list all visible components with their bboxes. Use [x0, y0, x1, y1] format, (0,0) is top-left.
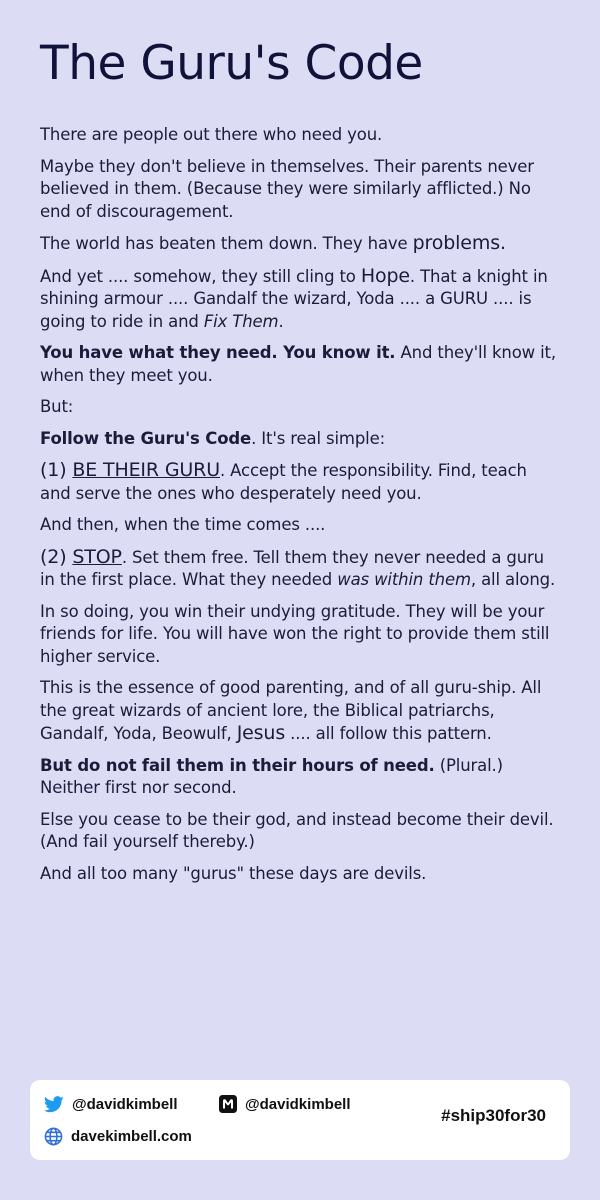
paragraph-7	[40, 428, 562, 451]
paragraph-15: And all too many "gurus" these days are devils.	[40, 863, 427, 883]
paragraph-12-text-c: .... all follow this pattern.	[285, 724, 492, 743]
paragraph-10-italic: was within them	[337, 570, 471, 589]
hashtag[interactable]: #ship30for30	[441, 1106, 546, 1125]
paragraph-12-jesus: Jesus	[236, 722, 286, 744]
paragraph-2: Maybe they don't believe in themselves. Their parents never believed in them. (Because they were similarly afflicted.) No end of discouragement.	[40, 156, 534, 221]
paragraph-5-text: And they'll know it, when they meet you.	[40, 343, 556, 385]
article-body	[40, 124, 562, 894]
paragraph-7-bold: Follow the Guru's Code	[40, 428, 252, 448]
mastodon-icon	[219, 1095, 237, 1113]
globe-icon	[44, 1127, 63, 1146]
paragraph-3-text: The world has beaten them down. They have	[40, 234, 413, 253]
paragraph-14: Else you cease to be their god, and instead become their devil. (And fail yourself thereby.)	[40, 809, 554, 851]
paragraph-10-text-e: , all along.	[470, 570, 556, 589]
paragraph-9: And then, when the time comes ....	[40, 515, 326, 534]
paragraph-1: There are people out there who need you.	[40, 125, 383, 144]
paragraph-10-number: (2)	[40, 545, 73, 568]
paragraph-4-text-a: And yet .... somehow, they still cling to	[40, 266, 361, 286]
paragraph-7-text: . It's real simple:	[251, 428, 385, 448]
paragraph-5-bold: You have what they need. You know it.	[40, 343, 396, 362]
paragraph-8-text: . Accept the responsibility. Find, teach and serve the ones who desperately need you.	[40, 461, 527, 503]
paragraph-10-underlined: STOP	[72, 545, 122, 568]
paragraph-8-underlined: BE THEIR GURU	[72, 459, 220, 481]
page-title: The Guru's Code	[40, 36, 423, 91]
paragraph-5	[40, 342, 562, 387]
mastodon-handle: @davidkimbell	[245, 1095, 351, 1113]
paragraph-8-number: (1)	[40, 459, 73, 481]
paragraph-13-text: (Plural.) Neither first nor second.	[40, 755, 503, 797]
paragraph-10	[40, 546, 562, 592]
website-url: davekimbell.com	[71, 1128, 192, 1145]
paragraph-13-bold: But do not fail them in their hours of need.	[40, 755, 435, 775]
website-link[interactable]	[44, 1127, 192, 1146]
paragraph-4-text-c: . That a knight in shining armour .... Gandalf the wizard, Yoda .... a GURU .... is going to ride in and	[40, 266, 548, 331]
mastodon-link[interactable]	[219, 1095, 351, 1113]
paragraph-10-text: . Set them free. Tell them they never needed a guru in the first place. What they needed	[40, 547, 544, 589]
paragraph-6: But:	[40, 397, 74, 416]
paragraph-3-emphasis: problems.	[412, 232, 506, 254]
footer-card	[30, 1080, 570, 1160]
paragraph-11: In so doing, you win their undying gratitude. They will be your friends for life. You will have won the right to provide them still higher service.	[40, 601, 550, 666]
twitter-icon	[44, 1096, 64, 1113]
paragraph-3	[40, 232, 562, 256]
twitter-handle: @davidkimbell	[72, 1096, 178, 1113]
paragraph-4	[40, 265, 562, 334]
paragraph-4-italic: Fix Them	[203, 311, 279, 331]
paragraph-12-text: This is the essence of good parenting, and of all guru-ship. All the great wizards of ancient lore, the Biblical patriarchs, Gandalf, Yoda, Beowulf,	[40, 678, 542, 743]
twitter-link[interactable]	[44, 1096, 178, 1113]
paragraph-4-text-e: .	[278, 311, 284, 331]
paragraph-4-hope: Hope	[360, 264, 410, 287]
paragraph-13	[40, 755, 562, 800]
paragraph-8	[40, 459, 562, 505]
paragraph-12	[40, 677, 562, 746]
